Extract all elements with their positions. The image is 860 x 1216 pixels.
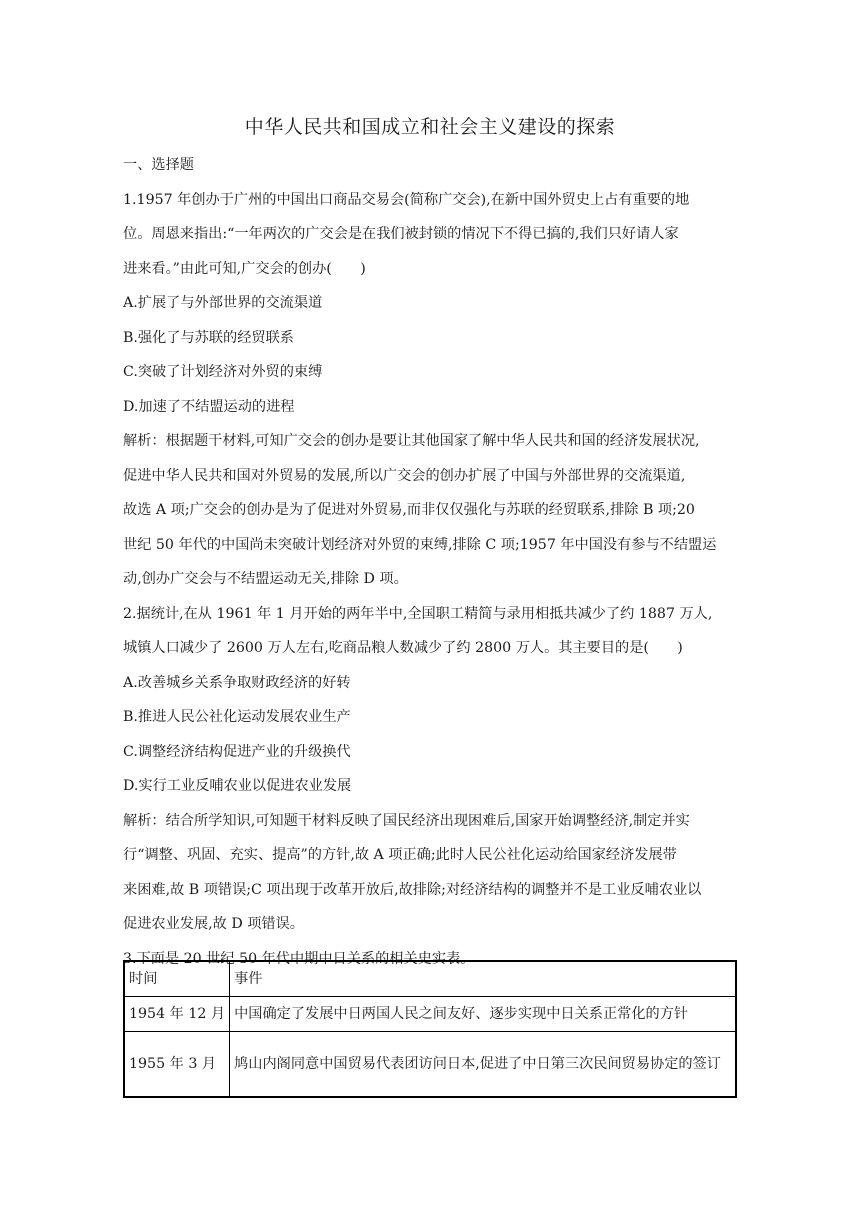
q2-analysis-line: 来困难,故 B 项错误;C 项出现于改革开放后,故排除;对经济结构的调整并不是工业反哺农业以 <box>123 881 702 898</box>
q2-stem-line: 城镇人口减少了 2600 万人左右,吃商品粮人数减少了约 2800 万人。其主要目的是( ) <box>123 640 683 656</box>
table-cell-event: 鸠山内阁同意中国贸易代表团访问日本,促进了中日第三次民间贸易协定的签订 <box>230 1032 736 1098</box>
q3-stem: 3.下面是 20 世纪 50 年代中期中日关系的相关史实表。 <box>123 950 475 967</box>
q1-stem-line: 进来看。”由此可知,广交会的创办( ) <box>123 260 366 277</box>
table-header-time: 时间 <box>124 961 230 997</box>
table-row <box>124 997 736 1032</box>
q2-stem-line: 2.据统计,在从 1961 年 1 月开始的两年半中,全国职工精简与录用相抵共减少了约 1887 万人, <box>123 605 713 622</box>
q2-option-c: C.调整经济结构促进产业的升级换代 <box>123 743 351 760</box>
q1-analysis-line: 故选 A 项;广交会的创办是为了促进对外贸易,而非仅仅强化与苏联的经贸联系,排除 B 项;20 <box>123 502 695 518</box>
q2-option-d: D.实行工业反哺农业以促进农业发展 <box>123 778 352 794</box>
q1-option-b: B.强化了与苏联的经贸联系 <box>123 329 294 346</box>
table-cell-time: 1955 年 3 月 <box>124 1032 230 1098</box>
question-1 <box>123 183 738 597</box>
question-2 <box>123 597 738 942</box>
q2-analysis-line: 行“调整、巩固、充实、提高”的方针,故 A 项正确;此时人民公社化运动给国家经济发展带 <box>123 847 677 863</box>
table-header-event: 事件 <box>230 961 736 997</box>
section-heading: 一、选择题 <box>123 157 194 173</box>
table-cell-time: 1954 年 12 月 <box>124 997 230 1032</box>
table-cell-event: 中国确定了发展中日两国人民之间友好、逐步实现中日关系正常化的方针 <box>230 997 736 1032</box>
q1-option-a: A.扩展了与外部世界的交流渠道 <box>123 295 323 311</box>
q1-stem-line: 1.1957 年创办于广州的中国出口商品交易会(简称广交会),在新中国外贸史上占有重要的地 <box>123 191 690 208</box>
q2-analysis-line: 促进农业发展,故 D 项错误。 <box>123 916 304 932</box>
q2-analysis-line: 解析：结合所学知识,可知题干材料反映了国民经济出现困难后,国家开始调整经济,制定并实 <box>123 812 690 829</box>
q1-analysis-line: 促进中华人民共和国对外贸易的发展,所以广交会的创办扩展了中国与外部世界的交流渠道, <box>123 467 686 484</box>
q1-analysis-line: 动,创办广交会与不结盟运动无关,排除 D 项。 <box>123 571 408 587</box>
page-title: 中华人民共和国成立和社会主义建设的探索 <box>244 116 616 138</box>
q1-analysis-line: 世纪 50 年代的中国尚未突破计划经济对外贸的束缚,排除 C 项;1957 年中国没有参与不结盟运 <box>123 536 717 553</box>
q2-option-a: A.改善城乡关系争取财政经济的好转 <box>123 674 351 691</box>
q1-stem-line: 位。周恩来指出:“一年两次的广交会是在我们被封锁的情况下不得已搞的,我们只好请人家 <box>123 226 679 242</box>
q1-option-d: D.加速了不结盟运动的进程 <box>123 398 295 415</box>
content <box>123 148 738 976</box>
q1-option-c: C.突破了计划经济对外贸的束缚 <box>123 364 323 380</box>
q1-analysis-line: 解析：根据题干材料,可知广交会的创办是要让其他国家了解中华人民共和国的经济发展状况, <box>123 433 700 449</box>
q2-option-b: B.推进人民公社化运动发展农业生产 <box>123 709 351 725</box>
table-row <box>124 1032 736 1098</box>
table-header-row <box>124 961 736 997</box>
history-table <box>123 960 737 1098</box>
